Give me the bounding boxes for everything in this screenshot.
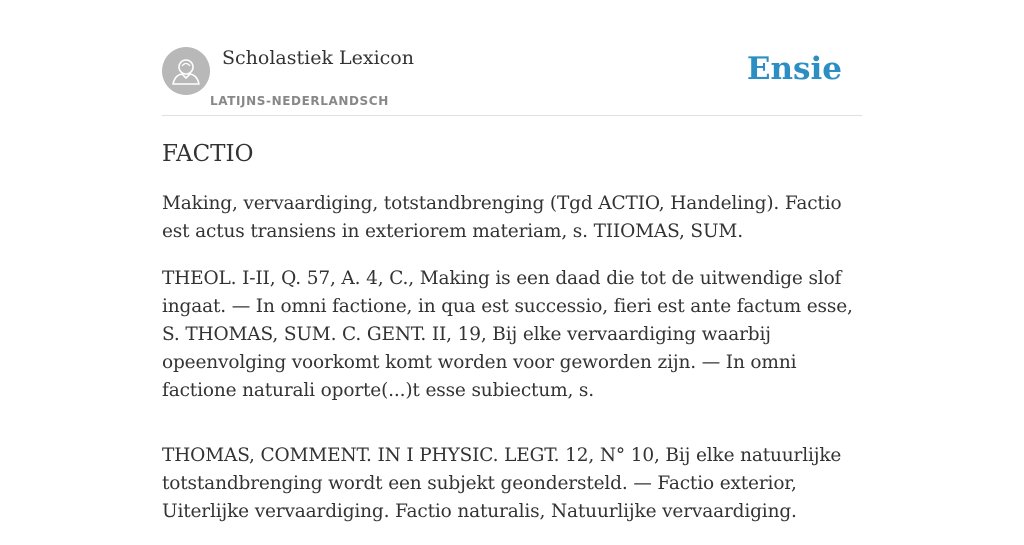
brand-logo[interactable]: Ensie — [746, 51, 842, 87]
entry-content — [162, 138, 862, 545]
entry-paragraph: THOMAS, COMMENT. IN I PHYSIC. LEGT. 12, N° 10, Bij elke natuurlijke totstandbrenging wordt een subjekt geondersteld. — Factio exterior, Uiterlijke vervaardiging. Factio naturalis, Natuurlijke vervaardiging. — [162, 445, 842, 522]
entry-title: FACTIO — [162, 141, 254, 167]
source-title[interactable]: Scholastiek Lexicon — [222, 47, 414, 69]
entry-paragraph: THEOL. I-II, Q. 57, A. 4, C., Making is een daad die tot de uitwendige slof ingaat. — In omni factione, in qua est successio, fieri est ante factum esse, S. THOMAS, SUM. C. GENT. II, 19, Bij elke vervaardiging waarbij opeenvolging voorkomt komt worden voor geworden zijn. — In omni factione naturali oporte(...)t esse subiectum, s. — [162, 268, 853, 401]
entry-paragraph: Making, vervaardiging, totstandbrenging (Tgd ACTIO, Handeling). Factio est actus transiens in exteriorem materiam, s. TIIOMAS, SUM. — [162, 193, 842, 242]
source-avatar[interactable] — [162, 47, 210, 95]
source-header — [162, 46, 862, 116]
user-icon — [162, 47, 210, 95]
source-subtitle: LATIJNS-NEDERLANDSCH — [210, 94, 389, 108]
header-divider — [162, 115, 862, 116]
